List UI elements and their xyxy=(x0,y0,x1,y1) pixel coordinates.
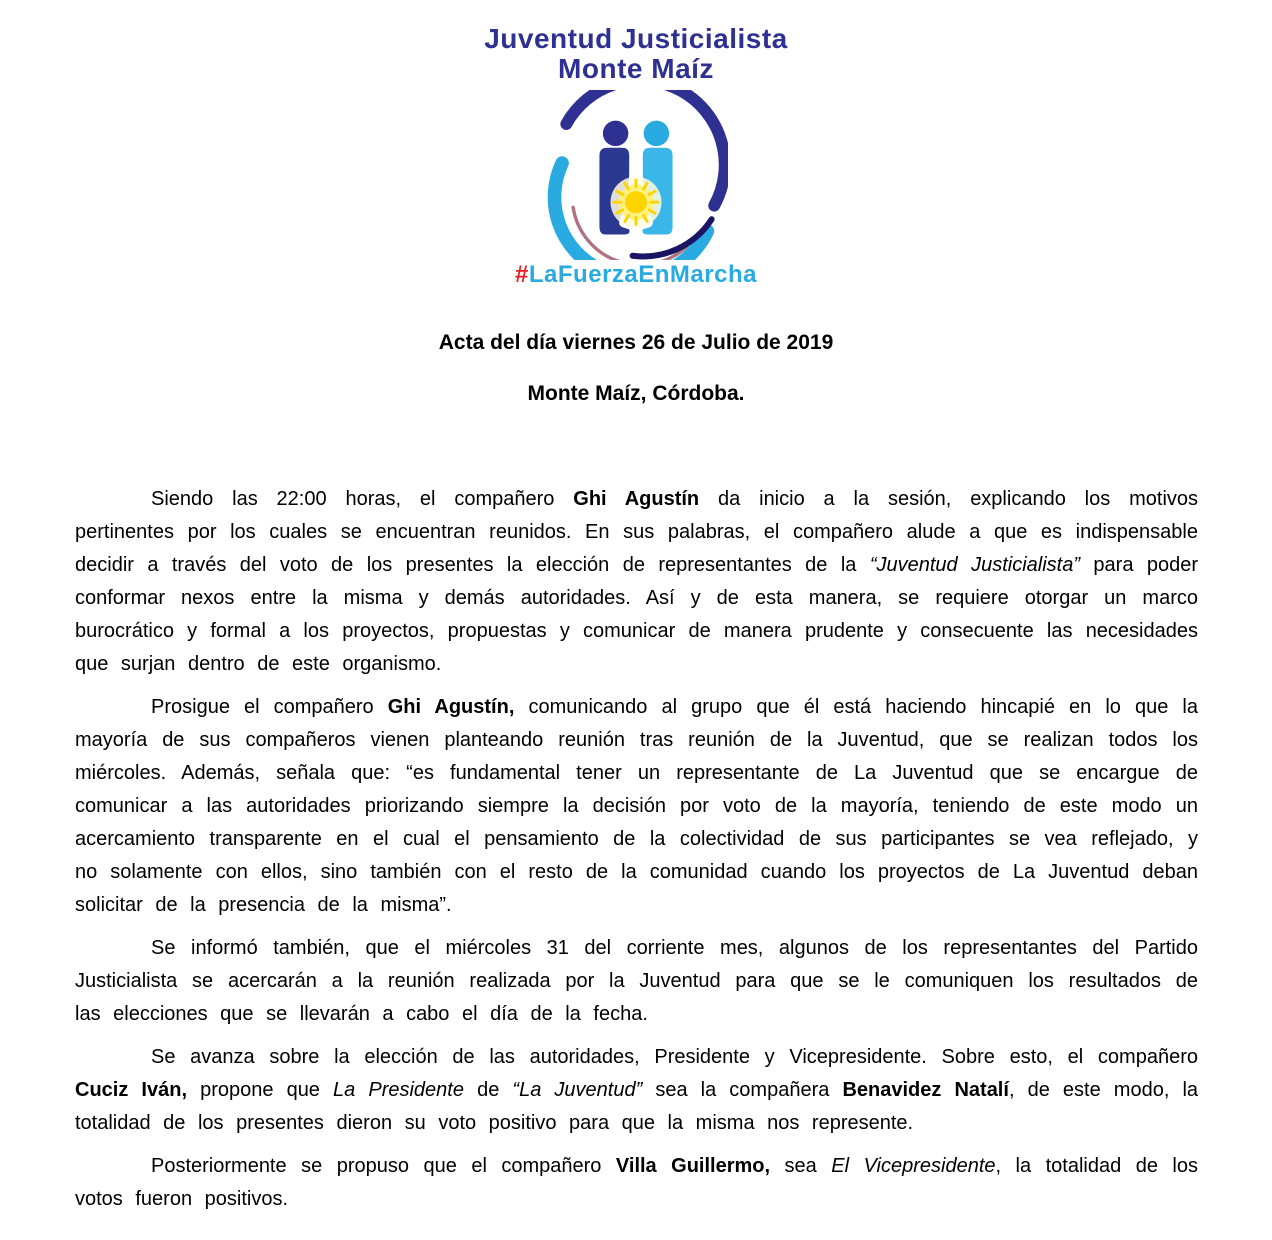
text-run: sea xyxy=(770,1155,832,1177)
text-run: Benavidez Natalí xyxy=(842,1079,1009,1101)
org-name-line2: Monte Maíz xyxy=(558,53,714,84)
org-logo-svg xyxy=(544,90,728,260)
logo-sun-disc xyxy=(625,191,647,213)
paragraph xyxy=(75,932,1198,1031)
text-run: da inicio a la sesión, explicando los motivos pertinentes por los cuales se encuentran reunidos. En sus palabras, el compañero alude a que es indispensable decidir a través del voto de los presentes la elección de representantes de la xyxy=(75,488,1199,576)
text-run: Se informó también, que el miércoles 31 del corriente mes, algunos de los representantes del Partido Justicialista se acercarán a la reunión realizada por la Juventud para que se le comuniquen los resultados de las elecciones que se llevarán a cabo el día de la fecha. xyxy=(75,937,1198,1025)
text-run: Villa Guillermo, xyxy=(615,1155,771,1177)
text-run: Siendo las 22:00 horas, el compañero xyxy=(151,488,574,510)
paragraph xyxy=(75,483,1198,681)
text-run: propone que xyxy=(187,1079,334,1101)
hashtag-text: LaFuerzaEnMarcha xyxy=(528,261,757,288)
text-run: “Juventud Justicialista” xyxy=(869,554,1080,576)
text-run: Cuciz Iván, xyxy=(75,1079,187,1101)
text-run: para poder conformar nexos entre la misma y demás autoridades. Así y de esta manera, se requiere otorgar un marco burocrático y formal a los proyectos, propuestas y comunicar de manera prudente y consecuente las necesidades que surjan dentro de este organismo. xyxy=(75,554,1199,675)
text-run: Prosigue el compañero xyxy=(151,696,388,718)
logo-figure-right-head xyxy=(644,121,670,147)
text-run: La Presidente xyxy=(333,1079,464,1101)
paragraph xyxy=(75,1150,1198,1216)
text-run: El Vicepresidente xyxy=(831,1155,996,1177)
org-logo xyxy=(544,90,728,260)
text-run: Ghi Agustín, xyxy=(387,696,515,718)
text-run: , la totalidad de los votos fueron positivos. xyxy=(75,1155,1198,1210)
document-body xyxy=(75,483,1198,1216)
org-name-line1: Juventud Justicialista xyxy=(484,23,788,54)
text-run: Posteriormente se propuso que el compañero xyxy=(151,1155,616,1177)
text-run: “La Juventud” xyxy=(512,1079,643,1101)
text-run: comunicando al grupo que él está haciendo hincapié en lo que la mayoría de sus compañeros vienen planteando reunión tras reunión de la Juventud, que se realizan todos los miércoles. Además, señala que: “es fundamental tener un representante de La Juventud que se encargue de comunicar a las autoridades priorizando siempre la decisión por voto de la mayoría, teniendo de este modo un acercamiento transparente en el cual el pensamiento de la colectividad de sus participantes se vea reflejado, y no solamente con ellos, sino también con el resto de la comunidad cuando los proyectos de La Juventud deban solicitar de la presencia de la misma”. xyxy=(75,696,1198,916)
text-run: Ghi Agustín xyxy=(573,488,700,510)
org-wordmark xyxy=(0,24,1272,84)
logo-figure-left-head xyxy=(603,121,629,147)
text-run: de xyxy=(463,1079,513,1101)
hashtag-symbol: # xyxy=(515,261,529,288)
text-run: sea la compañera xyxy=(642,1079,843,1101)
hashtag-slogan xyxy=(0,262,1272,288)
paragraph xyxy=(75,691,1198,922)
document-title: Acta del día viernes 26 de Julio de 2019 xyxy=(438,331,834,354)
text-run: Se avanza sobre la elección de las autoridades, Presidente y Vicepresidente. Sobre esto, el compañero xyxy=(151,1046,1198,1068)
letterhead xyxy=(0,0,1272,288)
text-run: , de este modo, la totalidad de los presentes dieron su voto positivo para que la misma nos represente. xyxy=(75,1079,1199,1134)
paragraph xyxy=(75,1041,1198,1140)
document-subtitle: Monte Maíz, Córdoba. xyxy=(527,382,745,405)
